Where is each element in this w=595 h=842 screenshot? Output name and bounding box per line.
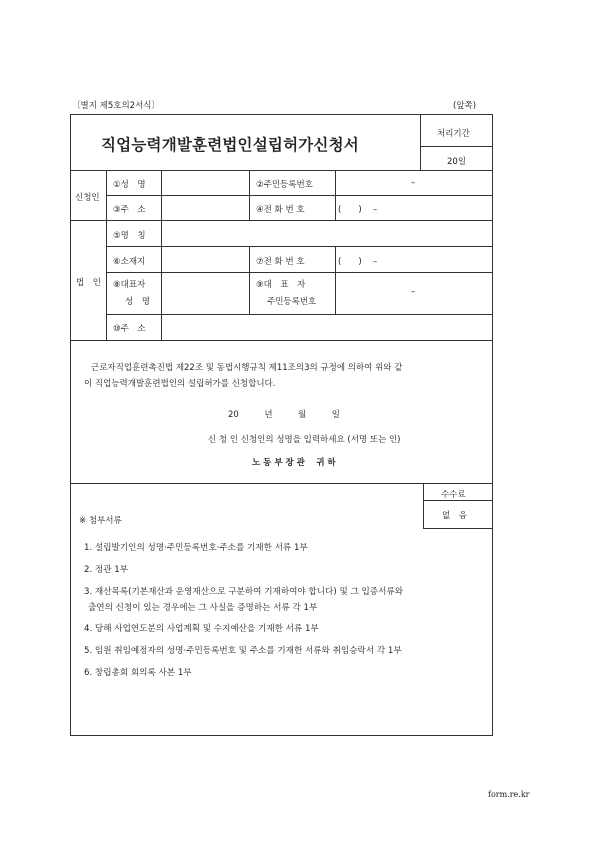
corp-section-label: 법 인 (76, 278, 101, 288)
attachment-item: 1. 설립발기인의 성명·주민등록번호·주소를 기재한 서류 1부 (84, 543, 308, 553)
rule-mid-right-corp (335, 246, 336, 314)
rule-title-divider (420, 114, 421, 170)
rule-corp-bottom (70, 340, 492, 341)
attachment-item: 5. 임원 취임예정자의 성명·주민등록번호 및 주소를 기재한 서류와 취임승락서 각 1부 (84, 646, 402, 656)
applicant-phone-field[interactable]: ( ) – (338, 205, 378, 215)
rule-processing-mid (420, 146, 492, 147)
rule-corp-2 (106, 272, 492, 273)
rule-fee-bottom (423, 528, 492, 529)
processing-period-value: 20일 (447, 157, 467, 167)
rule-fee-divider (423, 483, 424, 528)
corp-rep-name-label: ⑧대표자 (113, 280, 146, 290)
corp-rep-id-label: ⑨대 표 자 (256, 280, 306, 290)
corp-rep-name-field[interactable] (163, 274, 247, 312)
corp-name-field[interactable] (163, 222, 490, 244)
application-date: 20 년 월 일 (228, 410, 340, 420)
attachment-item: 2. 정관 1부 (84, 565, 129, 575)
attachment-item: 4. 당해 사업연도분의 사업계획 및 수지예산을 기재한 서류 1부 (84, 624, 319, 634)
applicant-signature-line[interactable]: 신 청 인 신청인의 성명을 입력하세요 (서명 또는 인) (208, 435, 401, 445)
form-title: 직업능력개발훈련법인설립허가신청서 (101, 136, 359, 154)
fee-label: 수수료 (441, 490, 466, 500)
page-side-label: (앞쪽) (453, 101, 477, 111)
corp-name-label: ⑤명 칭 (113, 231, 146, 241)
corp-location-label: ⑥소재지 (113, 257, 146, 267)
rule-label-divider (161, 170, 162, 340)
rule-section-divider (106, 170, 107, 340)
rule-applicant-bottom (70, 220, 492, 221)
corp-rep-id-field[interactable]: – (411, 287, 416, 297)
attachments-title: ※ 첨부서류 (79, 516, 122, 526)
rule-corp-1 (106, 246, 492, 247)
applicant-section-label: 신청인 (75, 193, 100, 203)
applicant-name-label: ①성 명 (113, 180, 146, 190)
statement-line-2: 이 직업능력개발훈련법인의 설립허가를 신청합니다. (84, 379, 276, 389)
rule-corp-3 (106, 314, 492, 315)
applicant-phone-label: ④전 화 번 호 (256, 205, 305, 215)
applicant-name-field[interactable] (163, 172, 247, 193)
corp-phone-label: ⑦전 화 번 호 (256, 257, 305, 267)
corp-phone-field[interactable]: ( ) – (338, 257, 378, 267)
rule-title-bottom (70, 170, 492, 171)
statement-line-1: 근로자직업훈련촉진법 제22조 및 동법시행규칙 제11조의3의 규정에 의하여 위와 같 (91, 363, 403, 373)
recipient: 노 동 부 장 관 귀 하 (252, 458, 336, 468)
applicant-id-label: ②주민등록번호 (256, 180, 313, 190)
corp-address-label: ⑩주 소 (113, 324, 146, 334)
applicant-address-label: ③주 소 (113, 205, 146, 215)
form-number: 〔별지 제5호의2서식〕 (72, 101, 160, 111)
attachment-item: 6. 창립총회 회의록 사본 1부 (84, 668, 192, 678)
applicant-address-field[interactable] (163, 197, 247, 218)
corp-rep-name-label-2: 성 명 (125, 297, 150, 307)
footer-source: form.re.kr (488, 790, 530, 799)
rule-applicant-mid (106, 195, 492, 196)
rule-statement-bottom (70, 483, 492, 484)
rule-mid-left-corp (249, 246, 250, 314)
corp-address-field[interactable] (163, 316, 490, 338)
rule-mid-left (249, 170, 250, 220)
corp-rep-id-label-2: 주민등록번호 (267, 297, 317, 307)
rule-fee-mid (423, 500, 492, 501)
attachment-item: 출연의 신청이 있는 경우에는 그 사실을 증명하는 서류 각 1부 (88, 603, 318, 613)
attachment-item: 3. 재산목록(기본재산과 운영재산으로 구분하여 기재하여야 합니다) 및 그 입증서류와 (84, 587, 404, 597)
fee-value: 없 음 (442, 511, 467, 521)
corp-location-field[interactable] (163, 248, 247, 270)
processing-period-label: 처리기간 (437, 129, 470, 139)
rule-mid-right (335, 170, 336, 220)
applicant-id-field[interactable]: – (411, 178, 416, 188)
